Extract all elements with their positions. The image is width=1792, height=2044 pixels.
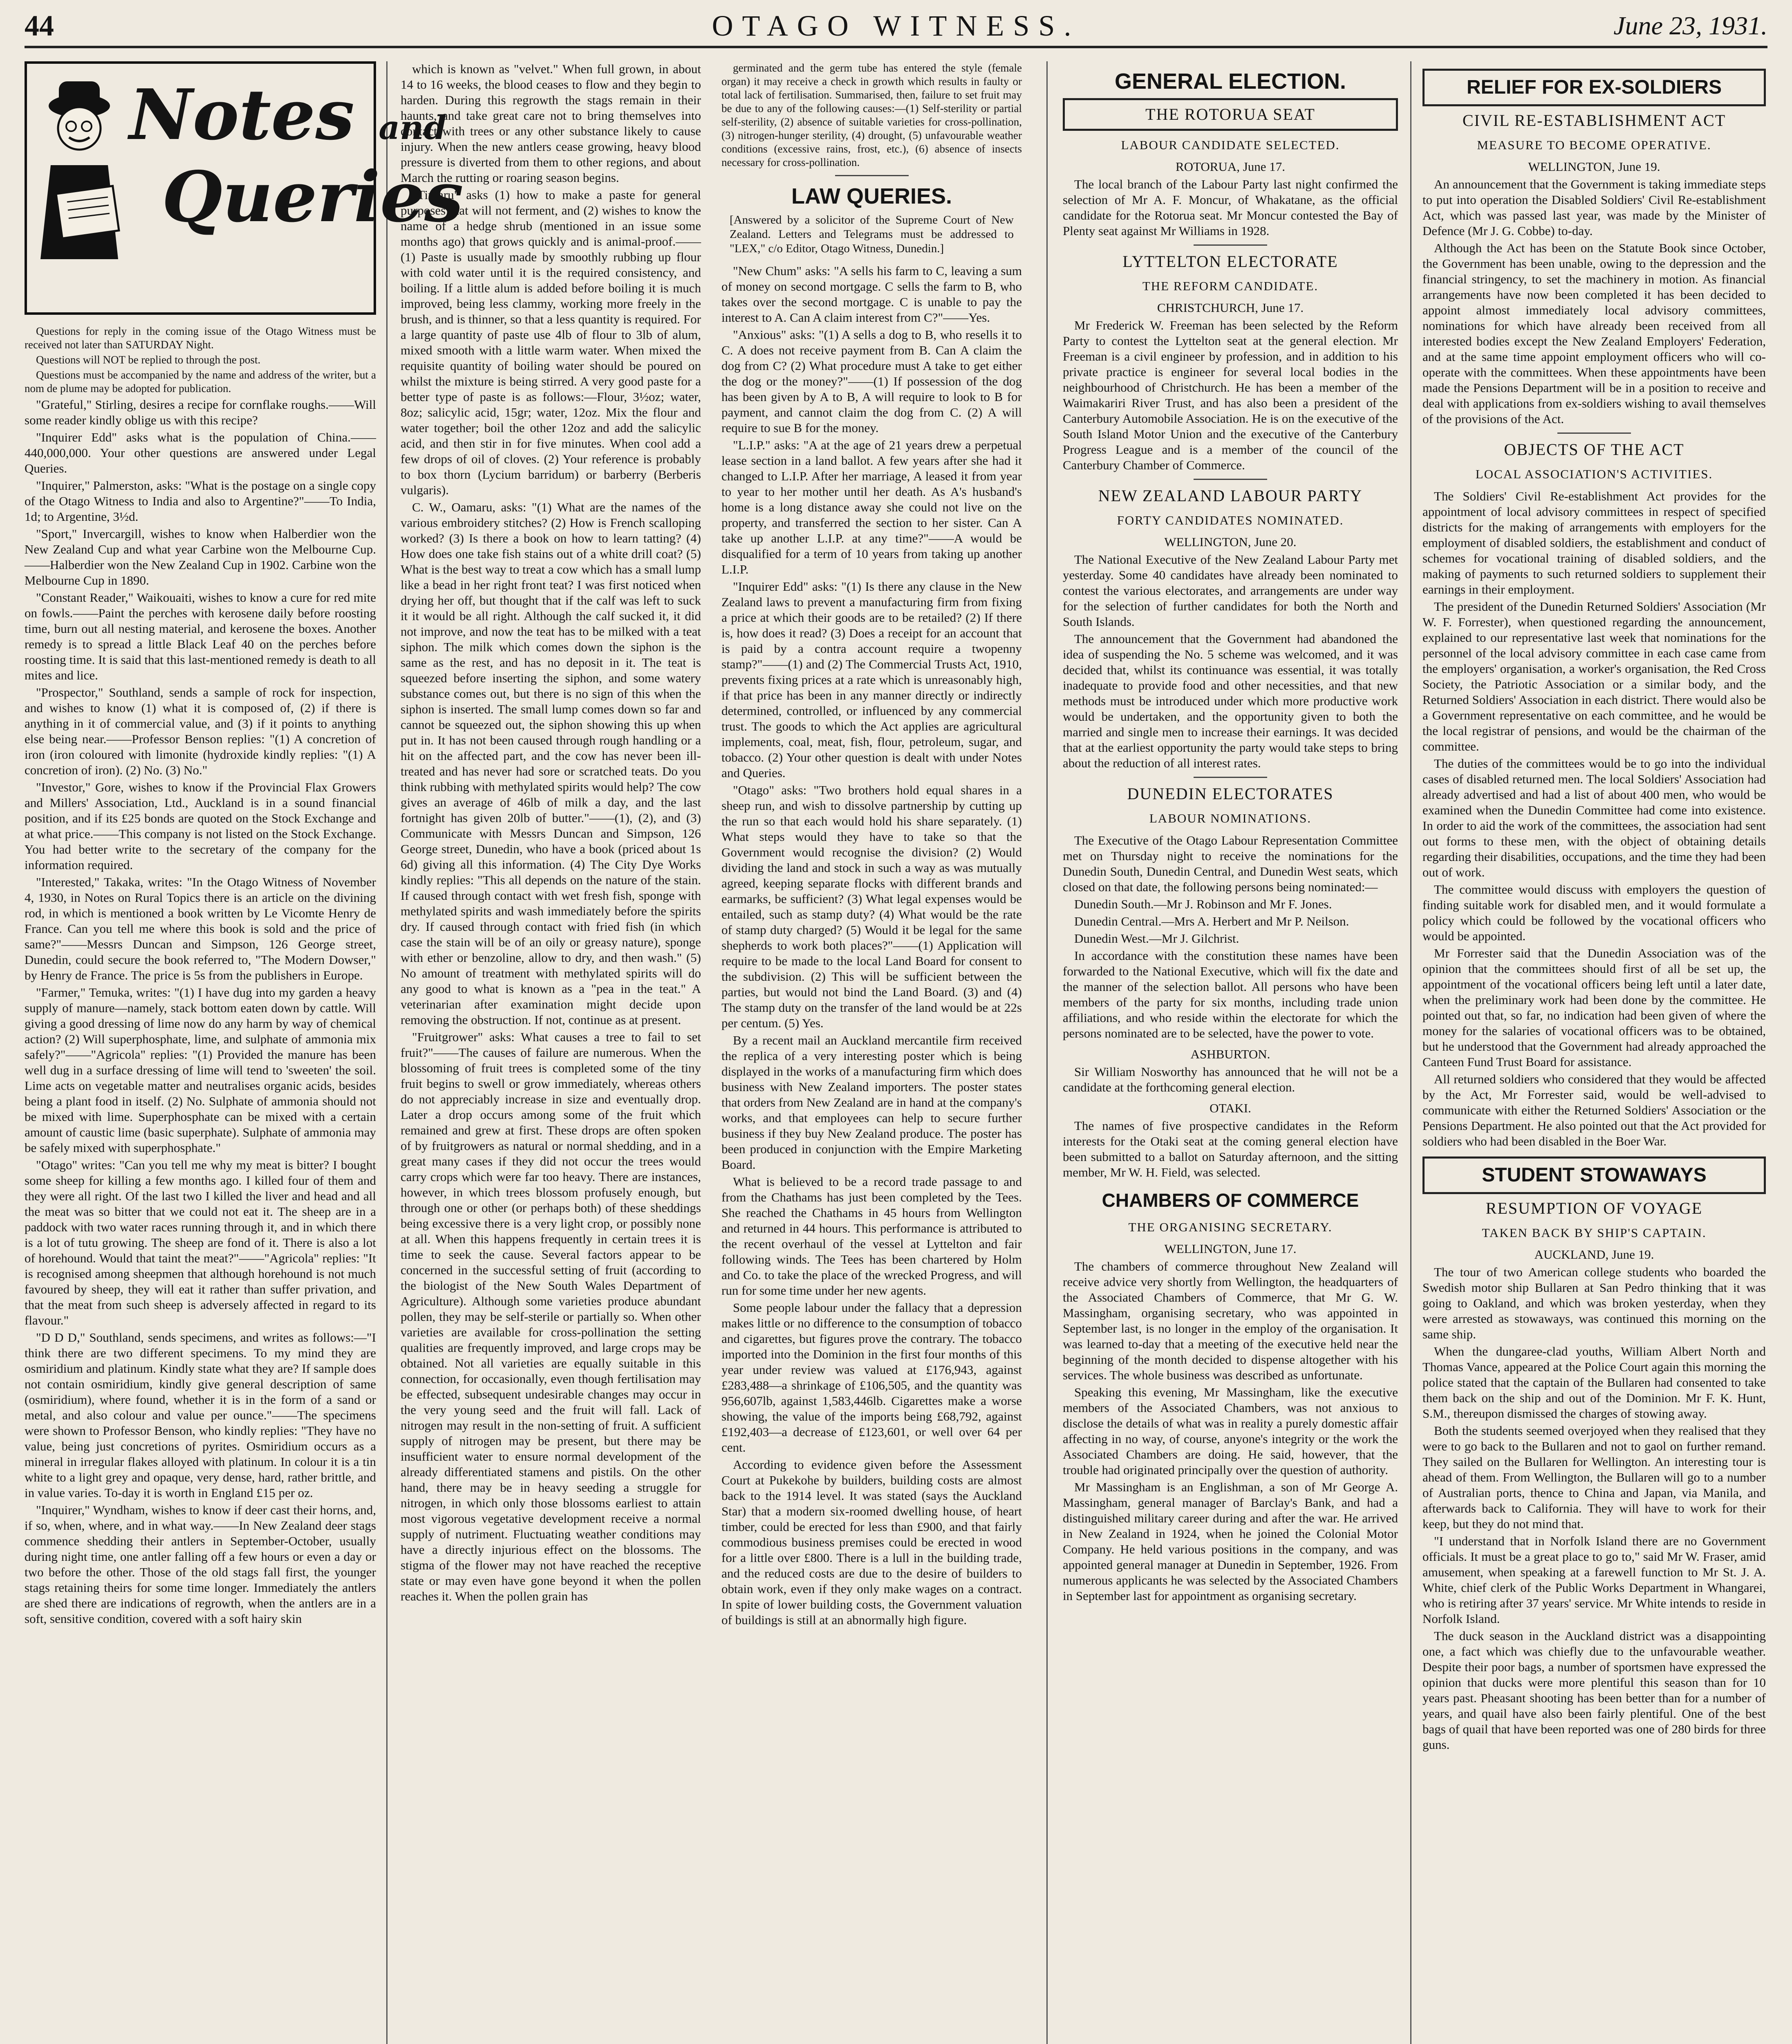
- stowaways-subheading: RESUMPTION OF VOYAGE: [1485, 1199, 1703, 1217]
- stowaways-text: The duck season in the Auckland district was a disappointing one, a fact which was chiefly due to the unfavourable weather. Despite their poor bags, a number of sportsmen have expressed the opinion that ducks were more plentiful this season than for 10 years past. Pheasant shooting has been better than for a number of years, and quail have also been fairly plentiful. One of the best bags of quail that have been reported was one of 280 birds for three guns.: [1422, 1629, 1766, 1752]
- dunedin-text: Dunedin Central.—Mrs A. Herbert and Mr P. Neilson.: [1074, 914, 1349, 928]
- labour-party-text: The National Executive of the New Zealand Labour Party met yesterday. Some 40 candidates have already been nominated to contest the various electorates, and arrangements are under way for the selection of further candidates for both the North and South Islands.: [1063, 552, 1398, 629]
- query-item: "Farmer," Temuka, writes: "(1) I have dug into my garden a heavy supply of manure—namely, stack bottom eaten down by cattle. Will giving a good dressing of lime now do any harm by way of chemical action? (2) Will superphosphate, lime, and sulphate of ammonia mix safely?"——"Agricola" replies: "(1) Provided the manure has been well dug in a surface dressing of lime will tend to 'sweeten' the soil. Lime acts on vegetable matter and neutralises organic acids, besides being a plant food in itself. (2) No. Sulphate of ammonia should not be mixed with lime. Superphosphate can be mixed with a certain amount of caustic lime (basic superphate). Sulphate of ammonia may be safely mixed with superphosphate.": [25, 985, 376, 1155]
- stowaways-heading: STUDENT STOWAWAYS: [1422, 1156, 1766, 1194]
- chambers-dateline: WELLINGTON, June 17.: [1164, 1242, 1297, 1256]
- otaki-heading: OTAKI.: [1210, 1101, 1251, 1115]
- column-rule: [1410, 61, 1411, 2044]
- newspaper-title: OTAGO WITNESS.: [712, 9, 1080, 42]
- objects-text: Mr Forrester said that the Dunedin Association was of the opinion that the committees should first of all be set up, the appointment of the vocational officers being left until a later date, when the preliminary work had been done by the committee. He pointed out that, so far, no indication had been given of where the money for the salaries of vocational officers was to be obtained, but he understood that the Government had already approached the Canteen Fund Trust Board for assistance.: [1422, 946, 1766, 1069]
- separator-rule: [1557, 433, 1631, 434]
- notes-law-column: [401, 61, 1022, 2044]
- query-item: which is known as "velvet." When full grown, in about 14 to 16 weeks, the blood ceases to flow and they begin to harden. During this regrowth the stags remain in their haunts, and take great care not to bring themselves into contact with trees or any other substance likely to cause injury. When the new antlers cease growing, heavy blood pressure is diverted from them to other regions, and about March the rutting or roaring season begins.: [401, 62, 701, 185]
- dunedin-text: In accordance with the constitution these names have been forwarded to the National Executive, which will fix the date and the manner of the selection ballot. All persons who have been members of the party for six months, including trade union affiliations, and who reside within the electorate for which the persons nominated are to be selected, have the power to vote.: [1063, 948, 1398, 1040]
- notes-column-2: [401, 61, 701, 2044]
- query-item: "Fruitgrower" asks: What causes a tree to fail to set fruit?"——The causes of failure are numerous. When the blossoming of fruit trees is completed some of the tiny fruit begins to swell or grow immediately, whereas others do not appreciably increase in size and eventually drop. Later a drop occurs among some of the fruit which remained and grew at first. These drops are often spoken of by fruitgrowers as natural or normal shedding, and in a great many cases if they did not occur the trees would carry crops which were far too heavy. There are instances, however, in which trees blossom profusely enough, but through one or other (or perhaps both) of these sheddings being excessive there is a very light crop, or possibly none at all. When this happens frequently in certain trees it is time to seek the cause. Several factors appear to be concerned in the successful setting of fruit (according to the biologist of the New South Wales Department of Agriculture). Although some varieties produce abundant pollen, they may be self-sterile or partially so. When other varieties are available for cross-pollination the setting qualities are frequently improved, and large crops may be obtained. Not all varieties are equally suitable in this connection, for occasionally, even though fertilisation may be effected, subsequent undesirable changes may occur in the very young seed and the fruit will fall. Lack of nitrogen may result in the non-setting of fruit. A sufficient supply of nitrogen may be present, but there may be insufficient water to ensure normal development of the already differentiated stamens and pistils. On the other hand, there may be in heavy seeding a struggle for nitrogen, in which only those blossoms earliest to attain most vigorous vegetative development receive a normal supply of nutriment. Fluctuating weather conditions may have a directly injurious effect on the blossoms. The stigma of the flower may not have reached the receptive state or may even have gone beyond it when the pollen reaches it. When the pollen grain has: [401, 1030, 701, 1603]
- query-item: "Grateful," Stirling, desires a recipe for cornflake roughs.——Will some reader kindly oblige us with this recipe?: [25, 397, 376, 427]
- chambers-text: The chambers of commerce throughout New Zealand will receive advice very shortly from Wellington, the headquarters of the Associated Chambers of Commerce, that Mr G. W. Massingham, organising secretary, who was appointed in September last, is no longer in the employ of the organisation. It was learned to-day that a meeting of the executive held near the beginning of the month decided to dispense altogether with his services. The whole business was described as unfortunate.: [1063, 1259, 1398, 1382]
- notes-intro-text: Questions for reply in the coming issue of the Otago Witness must be received not later than SATURDAY Night.: [25, 325, 376, 351]
- separator-rule: [1194, 777, 1267, 778]
- query-item: C. W., Oamaru, asks: "(1) What are the names of the various embroidery stitches? (2) How is French scalloping worked? (3) Is there a book on how to learn tatting? (4) How does one take fish stains out of a white drill coat? (5) What is the best way to treat a cow which has a small lump like a bead in her right front teat? I was first noticed when drying her off, but thought that if the calf was left to suck it it would be all right. Although the calf sucked it, it did not improve, and now the teat has to be milked with a teat siphon. The milk which comes down the siphon is the same as the rest, and has no deposit in it. The teat is squeezed before inserting the siphon, and some watery substance comes out, but there is no sign of this when the siphon is inserted. The small lump comes down so far and cannot be squeezed out, the siphon showing this up when put in. It has not been caused through rough handling or a hit on the affected part, and the cow has never been ill-treated and has never had sore or scratched teats. Do you think rubbing with methylated spirits would help? The cow gives an average of 46lb of milk a day, and the last fortnight has given 20lb of butter."——(1), (2), and (3) Communicate with Messrs Duncan and Simpson, 126 George street, Dunedin, who have a book (priced about 1s 6d) giving all this information. (4) The City Dye Works kindly replies: "This all depends on the nature of the stain. If caused through contact with wet fresh fish, sponge with methylated spirits and wash immediately before the spirits dry. If caused through contact with fried fish (in which case the stain will be of an oily or greasy nature), sponge with ether or benzoline, allow to dry, and then wash." (5) No amount of treatment with methylated spirits will do any good to what is known as a "pea in the teat." A veterinarian after examination might decide upon removing the obstruction. If not, continue as at present.: [401, 500, 701, 1027]
- otaki-text: The names of five prospective candidates in the Reform interests for the Otaki seat at the coming general election have been submitted to a ballot on Saturday afternoon, and the sitting member, Mr W. H. Field, was selected.: [1063, 1118, 1398, 1179]
- notes-column-1-body: [25, 397, 376, 1627]
- law-query-item: By a recent mail an Auckland mercantile firm received the replica of a very interesting poster which is being displayed in the works of a manufacturing firm which does business with New Zealand importers. The poster states that orders from New Zealand are in hand at the company's works, and that employees can help to secure further business if they buy New Zealand produce. The poster has been produced in conjunction with the Empire Marketing Board.: [721, 1033, 1022, 1172]
- dunedin-electorates-heading: DUNEDIN ELECTORATES: [1127, 784, 1334, 803]
- stowaways-text: Both the students seemed overjoyed when they realised that they were to go back to the Bullaren and not to gaol on further remand. They sailed on the Bullaren for Wellington. An interesting tour is ahead of them. From Wellington, the Bullaren will go to a number of Australian ports, thence to China and Japan, via Manila, and afterwards back to California. They will have to work for their keep, but they do not mind that.: [1422, 1423, 1766, 1531]
- query-item: "Interested," Takaka, writes: "In the Otago Witness of November 4, 1930, in Notes on Rural Topics there is an article on the divining rod, in which is mentioned a book written by Le Vicomte Henry de France. Can you tell me where this book is sold and the price of same?"——Messrs Duncan and Simpson, 126 George street, Dunedin, could secure the book referred to, "The Modern Dowser," by Henry de France. The price is 5s from the publishers in Europe.: [25, 875, 376, 982]
- law-query-item: What is believed to be a record trade passage to and from the Chathams has just been completed by the Tees. She reached the Chathams in 45 hours from Wellington and returned in 44 hours. This performance is attributed to the recent overhaul of the vessel at Lyttelton and fair following winds. The Tees has been chartered by Holm and Co. to take the place of the wrecked Progress, and will run for some time under her new agents.: [721, 1174, 1022, 1298]
- chambers-text: Mr Massingham is an Englishman, a son of Mr George A. Massingham, general manager of Barclay's Bank, and had a distinguished military career during and after the war. He arrived in New Zealand in 1924, when he joined the Colonial Motor Company. He held various positions in the company, and was appointed general manager at Dunedin in September, 1926. From numerous applicants he was selected by the Associated Chambers in September last for appointment as organising secretary.: [1063, 1480, 1398, 1603]
- lyttelton-text: Mr Frederick W. Freeman has been selected by the Reform Party to contest the Lyttelton seat at the general election. Mr Freeman is a civil engineer by profession, and in addition to his private practice is engineer for several local bodies in the neighbourhood of Christchurch. He has been a member of the Waimakariri River Trust, and has also been a president of the Canterbury Automobile Association. He is on the executive of the South Island Motor Union and the executive of the Canterbury Progress League and is a member of the council of the Canterbury Chamber of Commerce.: [1063, 318, 1398, 472]
- labour-party-subheading: FORTY CANDIDATES NOMINATED.: [1117, 513, 1344, 527]
- law-queries-heading: LAW QUERIES.: [791, 184, 952, 208]
- column-rule: [386, 61, 388, 2044]
- objects-text: The president of the Dunedin Returned Soldiers' Association (Mr W. F. Forrester), when questioned regarding the announcement, explained to our representative last week that nominations for the personnel of the local advisory committee in each case came from the employers' organisation, a worker's organisation, the Red Cross Society, the Patriotic Association or a similar body, and the Returned Soldiers' Association in each district. There would also be a Government representative on each committee, and he would be the local registrar of pensions, and would be the chairman of the committee.: [1422, 599, 1766, 753]
- objects-text: The duties of the committees would be to go into the individual cases of disabled returned men. The local Soldiers' Association had already advertised and had a list of about 400 men, who would be examined when the Dunedin Committee had come into existence. In order to aid the work of the committees, the association had sent out forms to these men, with the object of obtaining details regarding their disabilities, occupations, and the time they had been out of work.: [1422, 756, 1766, 879]
- objects-subheading: LOCAL ASSOCIATION'S ACTIVITIES.: [1475, 467, 1713, 481]
- issue-date: June 23, 1931.: [1613, 11, 1767, 40]
- page-number: 44: [25, 9, 54, 42]
- election-column: [1063, 61, 1398, 2044]
- law-query-item: "L.I.P." asks: "A at the age of 21 years drew a perpetual lease section in a land ballot. A few years after she had it changed to L.I.P. After her marriage, A leased it from year to year to her mother until her death. As A's husband's home is a long distance away she could not live on the property, and transferred the section to her sister. Can A take up another L.I.P. at any time?"——A would be disqualified for a term of 10 years from taking up another L.I.P.: [721, 438, 1022, 576]
- notes-continuation: germinated and the germ tube has entered the style (female organ) it may receive a check in growth which results in faulty or total lack of fertilisation. Summarised, then, failure to set fruit may be due to any of the following causes:—(1) Self-sterility or partial self-sterility, (2) absence of suitable varieties for cross-pollination, (3) nitrogen-hunger sterility, (4) drought, (5) unfavourable weather conditions (excessive rains, frost, etc.), (6) absence of insects necessary for cross-pollination.: [721, 62, 1022, 168]
- notes-column-1: [25, 61, 464, 2044]
- chambers-subheading: THE ORGANISING SECRETARY.: [1128, 1220, 1333, 1234]
- query-item: "Otago" writes: "Can you tell me why my meat is bitter? I bought some sheep for killing a few months ago. I killed four of them and they were all right. Of the last two I killed the liver and head and all the meat was so bitter that we could not eat it. The sheep are in a paddock with two water races running through it, and in which there is a lot of tutu growing. The sheep are fond of it. There is also a lot of horehound. Would that taint the meat?"——"Agricola" replies: "It is recognised among sheepmen that although horehound is not much favoured by sheep, they will eat it rather than suffer privation, and that the meat from such sheep is adversely affected in regard to its flavour.": [25, 1158, 376, 1327]
- law-query-item: "Inquirer Edd" asks: "(1) Is there any clause in the New Zealand laws to prevent a manufacturing firm from fixing a price at which their goods are to be retailed? (2) If there is, how does it read? (3) Does a receipt for an account that is paid by a contra account require a twopenny stamp?"——(1) and (2) The Commercial Trusts Act, 1910, prevents fixing prices at a rate which is unreasonably high, if that price has been in any manner directly or indirectly determined, controlled, or influenced by any commercial trust. The goods to which the Act applies are agricultural implements, coal, meat, fish, flour, petroleum, sugar, and tobacco. (2) Your other question is dealt with under Notes and Queries.: [721, 579, 1022, 780]
- relief-dateline: WELLINGTON, June 19.: [1528, 159, 1660, 174]
- law-query-item: "New Chum" asks: "A sells his farm to C, leaving a sum of money on second mortgage. C sells the farm to B, who takes over the second mortgage. C is unable to pay the interest to A. Can A claim interest from C?"——Yes.: [721, 264, 1022, 325]
- relief-text: Although the Act has been on the Statute Book since October, the Government has been unable, owing to the depression and the financial stringency, to set the machinery in motion. As financial arrangements have now been completed it has been decided to appoint almost immediately local advisory committees, nominations for which have already been received from all interested bodies except the New Zealand Employers' Federation, and at the same time appoint employment officers who will co-operate with the committees. When these appointments have been made the Pensions Department will be in a position to receive and deal with applications from ex-soldiers wishing to avail themselves of the provisions of the Act.: [1422, 241, 1766, 426]
- objects-text: The Soldiers' Civil Re-establishment Act provides for the appointment of local advisory committees in respect of specified districts for the making of arrangements with employers for the employment of disabled soldiers, the establishment and conduct of schemes for vocational training of disabled soldiers, and the making of payments to such returned soldiers to supplement their earnings in their employment.: [1422, 489, 1766, 596]
- notes-intro-text: Questions must be accompanied by the name and address of the writer, but a nom de plume may be adopted for publication.: [25, 369, 376, 394]
- stowaways-subheading-2: TAKEN BACK BY SHIP'S CAPTAIN.: [1482, 1226, 1707, 1240]
- law-queries-column: [721, 61, 1022, 2044]
- notes-word: Notes: [129, 74, 355, 156]
- relief-subheading-2: MEASURE TO BECOME OPERATIVE.: [1477, 138, 1711, 152]
- ashburton-heading: ASHBURTON.: [1190, 1047, 1270, 1061]
- query-item: "Inquirer Edd" asks what is the population of China.——440,000,000. Your other questions are answered under Legal Queries.: [25, 430, 376, 475]
- separator-rule: [835, 175, 909, 176]
- notes-intro: [25, 325, 376, 395]
- stowaways-dateline: AUCKLAND, June 19.: [1534, 1247, 1654, 1262]
- relief-text: An announcement that the Government is taking immediate steps to put into operation the Disabled Soldiers' Civil Re-establishment Act, which was passed last year, was made by the Minister of Defence (Mr J. G. Cobbe) to-day.: [1422, 177, 1766, 238]
- chambers-text: Speaking this evening, Mr Massingham, like the executive members of the Associated Chambers, was not anxious to disclose the details of what was in reality a purely domestic affair affecting in no way, of course, anyone's integrity or the work the Associated Chambers are doing. He said, however, that the trouble had originated principally over the question of authority.: [1063, 1385, 1398, 1477]
- chambers-of-commerce-heading: CHAMBERS OF COMMERCE: [1102, 1190, 1359, 1211]
- column-rule: [1046, 61, 1048, 2044]
- dunedin-text: Dunedin South.—Mr J. Robinson and Mr F. Jones.: [1074, 897, 1332, 911]
- relief-column: [1422, 61, 1766, 2044]
- law-query-item: Some people labour under the fallacy that a depression makes little or no difference to the consumption of tobacco and cigarettes, but figures prove the contrary. The tobacco imported into the Dominion in the first four months of this year under review was valued at £176,943, against £283,488—a shrinkage of £106,505, and the quantity was 956,607lb, against 1,583,446lb. Cigarettes make a worse showing, the value of the imports being £68,792, against £192,403—a decrease of £123,601, or well over 64 per cent.: [721, 1300, 1022, 1455]
- dunedin-text: The Executive of the Otago Labour Representation Committee met on Thursday night to receive the nominations for the Dunedin South, Dunedin Central, and Dunedin West seats, which closed on that date, the following persons being nominated:—: [1063, 833, 1398, 894]
- query-item: "Timaru" asks (1) how to make a paste for general purposes that will not ferment, and (2) wishes to know the name of a hedge shrub (mentioned in an issue some months ago) that grows quickly and is animal-proof.——(1) Paste is usually made by smoothly rubbing up flour with cold water until it is the required consistency, and boiling. If a little alum is added before boiling it is much improved, being less clammy, working more freely in the brush, and is thinner, so that a less quantity is required. For a large quantity of paste use 4lb of flour to 3lb of alum, mixed smooth with a little warm water. When mixed the requisite quantity of boiling water should be poured on whilst the mixture is being stirred. A very good paste for a better type of paste is as follows:—Flour, 3½oz; water, 8oz; salicylic acid, 15gr; water, 12oz. Mix the flour and water together; boil the other 12oz and add the salicylic acid, and then stir in for five minutes. When cool add a few drops of oil of cloves. (2) Your reference is probably to box thorn (Lycium barridum) or barberry (Berberis vulgaris).: [401, 188, 701, 497]
- ashburton-text: Sir William Nosworthy has announced that he will not be a candidate at the forthcoming general election.: [1063, 1065, 1398, 1094]
- stowaways-text: When the dungaree-clad youths, William Albert North and Thomas Vance, appeared at the Police Court again this morning the police stated that the captain of the Bullaren had consented to take them back on the ship and out of the Dominion. Mr F. K. Hunt, S.M., thereupon dismissed the charges of stowing away.: [1422, 1344, 1766, 1421]
- notes-intro-text: Questions will NOT be replied to through the post.: [36, 354, 261, 366]
- stowaways-text: "I understand that in Norfolk Island there are no Government officials. It must be a great place to go to," said Mr W. Fraser, amid amusement, when speaking at a farewell function to Mr St. J. A. White, chief clerk of the Public Works Department in Whangarei, who is retiring after 37 years' service. Mr White intends to reside in Norfolk Island.: [1422, 1534, 1766, 1626]
- dunedin-text: Dunedin West.—Mr J. Gilchrist.: [1074, 931, 1239, 946]
- rotorua-dateline: ROTORUA, June 17.: [1175, 159, 1286, 174]
- lyttelton-subheading: THE REFORM CANDIDATE.: [1142, 279, 1319, 293]
- law-queries-notice: [Answered by a solicitor of the Supreme Court of New Zealand. Letters and Telegrams must be addressed to "LEX," c/o Editor, Otago Witness, Dunedin.]: [730, 213, 1014, 255]
- queries-word: Queries: [162, 156, 464, 238]
- law-query-item: According to evidence given before the Assessment Court at Pukekohe by builders, building costs are almost back to the 1914 level. It was stated (says the Auckland Star) that a modern six-roomed dwelling house, of heart timber, could be erected for less than £900, and that fairly commodious business premises could be erected in wood for a little over £800. There is a lull in the building trade, and the reduced costs are due to the desire of builders to obtain work, even if they only make wages on a contract. In spite of lower building costs, the Government valuation of buildings is still at an abnormally high figure.: [721, 1457, 1022, 1627]
- rotorua-text: The local branch of the Labour Party last night confirmed the selection of Mr A. F. Moncur, of Whakatane, as the official candidate for the Rotorua seat. Mr Moncur contested the Bay of Plenty seat against Mr Williams in 1928.: [1063, 177, 1398, 238]
- law-queries-body: [721, 263, 1022, 1628]
- objects-body: [1422, 489, 1766, 1149]
- dunedin-electorates-subheading: LABOUR NOMINATIONS.: [1149, 811, 1312, 825]
- lyttelton-heading: LYTTELTON ELECTORATE: [1122, 252, 1338, 271]
- labour-party-dateline: WELLINGTON, June 20.: [1164, 535, 1297, 549]
- relief-subheading: CIVIL RE-ESTABLISHMENT ACT: [1462, 111, 1726, 130]
- general-election-heading: GENERAL ELECTION.: [1114, 69, 1346, 94]
- separator-rule: [1194, 244, 1267, 246]
- lyttelton-dateline: CHRISTCHURCH, June 17.: [1157, 300, 1304, 315]
- rotorua-subheading: LABOUR CANDIDATE SELECTED.: [1121, 138, 1340, 152]
- notes-column-2-body: [401, 61, 701, 1604]
- query-item: "Investor," Gore, wishes to know if the Provincial Flax Growers and Millers' Association, Ltd., Auckland is in a sound financial position, and if its £25 bonds are quoted on the Stock Exchange and at what price.——This company is not listed on the Stock Exchange. You had better write to the secretary of the company for the information required.: [25, 780, 376, 872]
- notes-and-queries-banner: [25, 61, 464, 315]
- separator-rule: [1194, 479, 1267, 480]
- query-item: "Sport," Invercargill, wishes to know when Halberdier won the New Zealand Cup and what year Carbine won the Melbourne Cup.——Halberdier won the New Zealand Cup in 1902. Carbine won the Melbourne Cup in 1890.: [25, 527, 376, 587]
- stowaways-body: [1422, 1264, 1766, 1753]
- objects-heading: OBJECTS OF THE ACT: [1504, 440, 1684, 459]
- reading-man-illustration: [30, 67, 137, 312]
- objects-text: The committee would discuss with employers the question of finding suitable work for disabled men, and it would formulate a policy which could be followed by the vocational officers who would be appointed.: [1422, 882, 1766, 943]
- law-query-item: "Otago" asks: "Two brothers hold equal shares in a sheep run, and wish to dissolve partnership by cutting up the run so that each would hold his share separately. (1) What steps would they have to take so that the Government would recognise the division? (2) Would dividing the land and stock in such a way as was mutually agreed, keeping separate flocks with different brands and earmarks, be sufficient? (3) What legal expenses would be entailed, such as stamp duty? (4) What would be the rate of stamp duty charged? (5) Would it be legal for the same shepherds to work both places?"——(1) Application will require to be made to the local Land Board for consent to the subdivision. (2) This will be sufficient between the parties, but would not bind the Land Board. (3) and (4) The stamp duty on the transfer of the land would be at 22s per centum. (5) Yes.: [721, 783, 1022, 1030]
- and-word: and: [379, 108, 447, 147]
- query-item: "Inquirer," Wyndham, wishes to know if deer cast their horns, and, if so, when, where, and in what way.——In New Zealand deer stags commence shedding their antlers in September-October, usually during night time, one antler falling off a few hours or even a day or two before the other. Those of the old stags fall first, the younger stags retaining theirs for some time longer. Immediately the antlers are shed there are indications of regrowth, when the antlers are in a soft, sensitive condition, covered with a soft hairy skin: [25, 1503, 376, 1626]
- rotorua-heading: THE ROTORUA SEAT: [1063, 98, 1398, 131]
- query-item: "Inquirer," Palmerston, asks: "What is the postage on a single copy of the Otago Witness to India and also to Argentine?"——To India, 1d; to Argentine, 3½d.: [25, 478, 376, 524]
- law-query-item: "Anxious" asks: "(1) A sells a dog to B, who resells it to C. A does not receive payment from B. Can A claim the dog from C? (2) What procedure must A take to get either the dog or the money?"——(1) If possession of the dog has been given by A to B, A will require to look to B for payment, and cannot claim the dog from C. (2) A will require to sue B for the money.: [721, 327, 1022, 435]
- query-item: "D D D," Southland, sends specimens, and writes as follows:—"I think there are two different specimens. To my mind they are osmiridium and platinum. Kindly state what they are? If sample does not contain osmiridium, kindly give general description of same (osmiridium), where found, whether it is in the form of a sand or metal, and also colour and value per ounce."——The specimens were shown to Professor Benson, who kindly replies: "They have no value, being just concretions of pyrites. Osmiridium occurs as a mineral in irregular flakes alloyed with platinum. In colour it is a tin white to a light grey and opaque, very dense, hard, rather brittle, and in value varies. To-day it is worth in England £15 per oz.: [25, 1330, 376, 1500]
- objects-text: All returned soldiers who considered that they would be affected by the Act, Mr Forrester said, would be well-advised to communicate with either the Returned Soldiers' Association or the Pensions Department. He also pointed out that the Act provided for soldiers who had been disabled in the Boer War.: [1422, 1072, 1766, 1148]
- relief-heading: RELIEF FOR EX-SOLDIERS: [1422, 69, 1766, 106]
- query-item: "Constant Reader," Waikouaiti, wishes to know a cure for red mite on fowls.——Paint the perches with kerosene daily before roosting time, burn out all nesting material, and kerosene the boxes. Another remedy is to spread a little Black Leaf 40 on the perches before roosting time. It is said that this last-mentioned remedy is death to all mites and lice.: [25, 590, 376, 682]
- query-item: "Prospector," Southland, sends a sample of rock for inspection, and wishes to know (1) what it is composed of, (2) if there is anything in it of commercial value, and (3) if it points to anything else being near.——Professor Benson replies: "(1) A concretion of iron (iron coloured with limonite (hydroxide kindly replies: "(1) A concretion of iron). (2) No. (3) No.": [25, 685, 376, 777]
- labour-party-heading: NEW ZEALAND LABOUR PARTY: [1098, 486, 1363, 505]
- labour-party-text: The announcement that the Government had abandoned the idea of suspending the No. 5 scheme was welcomed, and it was decided that, whilst its continuance was essential, it was totally inadequate to provide food and other necessities, and that new methods must be introduced under which more productive work would be undertaken, and the opportunity given to both the married and single men to increase their earnings. It was decided that at the earliest opportunity the party would take steps to bring about the reduction of all interest rates.: [1063, 632, 1398, 770]
- masthead: [25, 9, 1767, 48]
- stowaways-text: The tour of two American college students who boarded the Swedish motor ship Bullaren at San Pedro thinking that it was going to Oakland, and which was broken yesterday, when they were arrested as stowaways, was continued this morning on the same ship.: [1422, 1265, 1766, 1341]
